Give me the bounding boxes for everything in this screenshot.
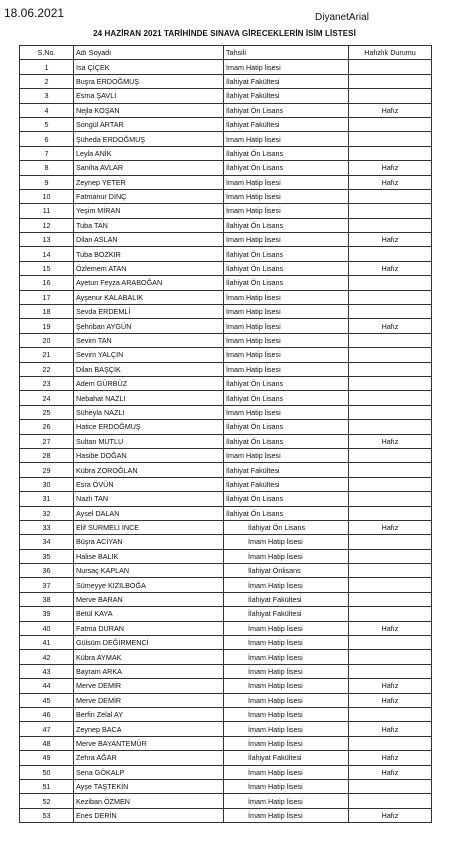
table-row [20, 751, 432, 765]
row-number: 1 [20, 60, 74, 74]
table-row [20, 679, 432, 693]
row-name: Sultan MUTLU [74, 434, 224, 448]
row-status: Hafız [349, 175, 432, 189]
row-number: 37 [20, 578, 74, 592]
row-status [349, 405, 432, 419]
row-name: Esra ÖVÜN [74, 477, 224, 491]
row-number: 6 [20, 132, 74, 146]
row-education: İlahiyat Ön Lisans [224, 276, 349, 290]
row-education: İmam Hatip lisesi [224, 204, 349, 218]
row-education: İmam Hatip lisesi [224, 578, 349, 592]
row-name: Sevda ERDEMLİ [74, 305, 224, 319]
row-status: Hafız [349, 722, 432, 736]
table-row [20, 520, 432, 534]
row-name: Nursaç KAPLAN [74, 564, 224, 578]
table-row [20, 506, 432, 520]
row-education: İlahiyat Fakültesi [224, 463, 349, 477]
row-name: Zeynep YETER [74, 175, 224, 189]
table-row [20, 736, 432, 750]
row-number: 14 [20, 247, 74, 261]
table-row [20, 146, 432, 160]
row-education: İlahiyat Fakültesi [224, 117, 349, 131]
row-name: Gülsüm DEĞİRMENCİ [74, 636, 224, 650]
row-name: Aysel DALAN [74, 506, 224, 520]
table-row [20, 103, 432, 117]
row-education: İmam Hatip lisesi [224, 132, 349, 146]
row-number: 33 [20, 520, 74, 534]
row-education: İmam Hatip lisesi [224, 290, 349, 304]
row-education: İmam Hatip lisesi [224, 636, 349, 650]
table-row [20, 161, 432, 175]
row-education: İmam Hatip lisesi [224, 319, 349, 333]
row-education: İlahiyat Ön Lisans [224, 434, 349, 448]
column-header-number: S.No. [20, 46, 74, 60]
row-name: Fatma DURAN [74, 621, 224, 635]
row-number: 40 [20, 621, 74, 635]
row-number: 4 [20, 103, 74, 117]
row-education: İlahiyat Ön Lisans [224, 103, 349, 117]
row-status [349, 89, 432, 103]
row-status [349, 276, 432, 290]
row-name: Leyla ANİK [74, 146, 224, 160]
table-row [20, 290, 432, 304]
table-row [20, 233, 432, 247]
row-status [349, 117, 432, 131]
row-status [349, 362, 432, 376]
row-status [349, 305, 432, 319]
row-education: İlahiyat Ön Lisans [224, 146, 349, 160]
row-name: Yeşim MİRAN [74, 204, 224, 218]
row-number: 15 [20, 261, 74, 275]
row-name: Enes DERİN [74, 808, 224, 822]
row-name: Sevim TAN [74, 333, 224, 347]
row-status [349, 492, 432, 506]
row-education: İmam Hatip lisesi [224, 736, 349, 750]
row-name: Hatice ERDOĞMUŞ [74, 420, 224, 434]
row-number: 22 [20, 362, 74, 376]
row-number: 26 [20, 420, 74, 434]
row-status [349, 707, 432, 721]
row-number: 41 [20, 636, 74, 650]
row-number: 17 [20, 290, 74, 304]
row-number: 16 [20, 276, 74, 290]
row-name: Bayram ARKA [74, 664, 224, 678]
table-row [20, 463, 432, 477]
table-row [20, 89, 432, 103]
row-status [349, 247, 432, 261]
row-education: İlahiyat Ön Lisans [224, 376, 349, 390]
row-number: 12 [20, 218, 74, 232]
column-header-education: Tahsili [224, 46, 349, 60]
row-education: İlahiyat Fakültesi [224, 751, 349, 765]
row-education: İmam Hatip lisesi [224, 664, 349, 678]
row-status: Hafız [349, 808, 432, 822]
row-status: Hafız [349, 520, 432, 534]
row-status [349, 636, 432, 650]
row-status [349, 420, 432, 434]
row-education: İlahiyat Ön Lisans [224, 218, 349, 232]
row-status [349, 348, 432, 362]
row-name: Dilan ASLAN [74, 233, 224, 247]
row-status [349, 578, 432, 592]
row-number: 46 [20, 707, 74, 721]
row-education: İlahiyat Ön Lisans [224, 520, 349, 534]
table-row [20, 247, 432, 261]
row-education: İmam Hatip lisesi [224, 448, 349, 462]
row-number: 27 [20, 434, 74, 448]
row-name: Berfin Zelal AY [74, 707, 224, 721]
row-name: Sümeyye KIZILBOĞA [74, 578, 224, 592]
table-row [20, 348, 432, 362]
row-status: Hafız [349, 103, 432, 117]
table-row [20, 607, 432, 621]
row-status: Hafız [349, 233, 432, 247]
row-status [349, 607, 432, 621]
row-status [349, 204, 432, 218]
table-row [20, 794, 432, 808]
row-name: Şehriban AYGÜN [74, 319, 224, 333]
row-number: 2 [20, 74, 74, 88]
row-education: İmam Hatip lisesi [224, 693, 349, 707]
row-status [349, 506, 432, 520]
row-name: Merve DEMİR [74, 679, 224, 693]
row-name: Tuba TAN [74, 218, 224, 232]
row-status [349, 592, 432, 606]
row-status [349, 132, 432, 146]
row-status [349, 218, 432, 232]
table-row [20, 650, 432, 664]
row-education: İlahiyat Ön Lisans [224, 247, 349, 261]
table-row [20, 578, 432, 592]
row-number: 48 [20, 736, 74, 750]
row-education: İmam Hatip lisesi [224, 794, 349, 808]
row-name: Büşra ACİYAN [74, 535, 224, 549]
table-row [20, 333, 432, 347]
row-number: 5 [20, 117, 74, 131]
row-name: Merve DEMİR [74, 693, 224, 707]
row-name: Elif SÜRMELİ İNCE [74, 520, 224, 534]
row-education: İlahiyat Fakültesi [224, 607, 349, 621]
row-name: Halise BALIK [74, 549, 224, 563]
row-number: 18 [20, 305, 74, 319]
column-header-status: Hafızlık Durumu [349, 46, 432, 60]
row-number: 28 [20, 448, 74, 462]
row-education: İlahiyat Fakültesi [224, 89, 349, 103]
row-status [349, 189, 432, 203]
row-status [349, 664, 432, 678]
row-name: İsa ÇİÇEK [74, 60, 224, 74]
table-row [20, 305, 432, 319]
row-number: 34 [20, 535, 74, 549]
row-education: İmam Hatip lisesi [224, 233, 349, 247]
row-status [349, 463, 432, 477]
row-number: 38 [20, 592, 74, 606]
table-row [20, 779, 432, 793]
row-number: 3 [20, 89, 74, 103]
row-name: Buşra ERDOĞMUŞ [74, 74, 224, 88]
row-name: Sevim YALÇIN [74, 348, 224, 362]
table-row [20, 362, 432, 376]
table-row [20, 74, 432, 88]
row-name: Zehra AĞAR [74, 751, 224, 765]
table-row [20, 319, 432, 333]
row-number: 52 [20, 794, 74, 808]
font-label: DiyanetArial [315, 12, 369, 23]
table-row [20, 492, 432, 506]
row-education: İmam Hatip lisesi [224, 362, 349, 376]
row-name: Ayetun Feyza ARABOĞAN [74, 276, 224, 290]
table-row [20, 376, 432, 390]
row-number: 30 [20, 477, 74, 491]
row-number: 42 [20, 650, 74, 664]
row-name: Tuba BOZKIR [74, 247, 224, 261]
row-name: Keziban ÖZMEN [74, 794, 224, 808]
row-education: İmam Hatip lisesi [224, 549, 349, 563]
row-number: 23 [20, 376, 74, 390]
row-status: Hafız [349, 319, 432, 333]
row-education: İlahiyat Ön Lisans [224, 391, 349, 405]
row-education: İmam Hatip lisesi [224, 621, 349, 635]
row-number: 7 [20, 146, 74, 160]
row-number: 47 [20, 722, 74, 736]
row-status: Hafız [349, 679, 432, 693]
table-row [20, 765, 432, 779]
document-date: 18.06.2021 [4, 6, 65, 20]
row-education: İmam Hatip lisesi [224, 405, 349, 419]
row-education: İlahiyat Ön Lisans [224, 261, 349, 275]
row-status [349, 333, 432, 347]
row-status: Hafız [349, 621, 432, 635]
table-row [20, 391, 432, 405]
row-number: 21 [20, 348, 74, 362]
row-status: Hafız [349, 161, 432, 175]
table-row [20, 261, 432, 275]
row-number: 20 [20, 333, 74, 347]
row-status [349, 477, 432, 491]
row-status [349, 60, 432, 74]
column-header-name: Adı Soyadı [74, 46, 224, 60]
row-name: Kübra ZOROĞLAN [74, 463, 224, 477]
row-name: Merve BAYANTEMÜR [74, 736, 224, 750]
row-number: 50 [20, 765, 74, 779]
row-status [349, 535, 432, 549]
row-name: Zeynep BACA [74, 722, 224, 736]
row-status [349, 448, 432, 462]
row-name: Hasibe DOĞAN [74, 448, 224, 462]
table-row [20, 60, 432, 74]
table-row [20, 664, 432, 678]
table-row [20, 204, 432, 218]
table-row [20, 448, 432, 462]
table-row [20, 276, 432, 290]
row-education: İlahiyat Ön Lisans [224, 420, 349, 434]
row-status: Hafız [349, 751, 432, 765]
row-education: İmam Hatip lisesi [224, 333, 349, 347]
row-education: İlahiyat Fakültesi [224, 74, 349, 88]
candidate-table [19, 45, 432, 823]
row-status [349, 146, 432, 160]
row-education: İmam Hatip lisesi [224, 765, 349, 779]
row-name: Betül KAYA [74, 607, 224, 621]
row-number: 53 [20, 808, 74, 822]
row-education: İmam Hatip lisesi [224, 679, 349, 693]
row-number: 25 [20, 405, 74, 419]
row-name: Merve BARAN [74, 592, 224, 606]
row-name: Fatmanur DİNÇ [74, 189, 224, 203]
table-row [20, 636, 432, 650]
table-row [20, 808, 432, 822]
row-status [349, 74, 432, 88]
row-name: Ayşenur KALABALIK [74, 290, 224, 304]
row-number: 35 [20, 549, 74, 563]
row-education: İmam Hatip lisesi [224, 60, 349, 74]
row-education: İlahiyat Önlisans [224, 564, 349, 578]
row-education: İmam Hatip lisesi [224, 808, 349, 822]
row-education: İmam Hatip lisesi [224, 779, 349, 793]
table-row [20, 405, 432, 419]
row-number: 11 [20, 204, 74, 218]
table-row [20, 175, 432, 189]
row-number: 31 [20, 492, 74, 506]
table-row [20, 707, 432, 721]
table-row [20, 434, 432, 448]
row-education: İmam Hatip lisesi [224, 189, 349, 203]
table-row [20, 564, 432, 578]
row-status [349, 794, 432, 808]
row-number: 45 [20, 693, 74, 707]
row-status [349, 736, 432, 750]
row-status [349, 290, 432, 304]
row-number: 43 [20, 664, 74, 678]
row-status [349, 376, 432, 390]
row-number: 29 [20, 463, 74, 477]
row-name: Saniha AVLAR [74, 161, 224, 175]
row-education: İlahiyat Ön Lisans [224, 161, 349, 175]
row-education: İlahiyat Ön Lisans [224, 506, 349, 520]
row-status [349, 650, 432, 664]
table-row [20, 693, 432, 707]
row-education: İmam Hatip lisesi [224, 175, 349, 189]
row-name: Süheyla NAZLI [74, 405, 224, 419]
row-number: 24 [20, 391, 74, 405]
table-row [20, 535, 432, 549]
row-education: İmam Hatip lisesi [224, 707, 349, 721]
row-status [349, 564, 432, 578]
table-row [20, 132, 432, 146]
row-education: İmam Hatip lisesi [224, 650, 349, 664]
row-name: Dilan BAŞÇİK [74, 362, 224, 376]
row-education: İmam Hatip lisesi [224, 535, 349, 549]
row-number: 9 [20, 175, 74, 189]
row-name: Sena GÖKALP [74, 765, 224, 779]
row-name: Ayşe TAŞTEKİN [74, 779, 224, 793]
row-number: 13 [20, 233, 74, 247]
table-row [20, 420, 432, 434]
row-status: Hafız [349, 261, 432, 275]
row-number: 8 [20, 161, 74, 175]
table-row [20, 477, 432, 491]
row-name: Adem GÜRBÜZ [74, 376, 224, 390]
table-row [20, 218, 432, 232]
row-education: İlahiyat Fakültesi [224, 592, 349, 606]
row-name: Özlemem ATAN [74, 261, 224, 275]
row-education: İlahiyat Fakültesi [224, 477, 349, 491]
row-name: Nebahat NAZLI [74, 391, 224, 405]
row-number: 39 [20, 607, 74, 621]
row-number: 32 [20, 506, 74, 520]
table-row [20, 189, 432, 203]
row-status [349, 779, 432, 793]
row-name: Nazlı TAN [74, 492, 224, 506]
table-row [20, 621, 432, 635]
row-education: İlahiyat Ön Lisans [224, 492, 349, 506]
document-title: 24 HAZİRAN 2021 TARİHİNDE SINAVA GİRECEKLERİN İSİM LİSTESİ [93, 29, 356, 38]
row-status [349, 391, 432, 405]
row-name: Esma ŞAVLI [74, 89, 224, 103]
row-status [349, 549, 432, 563]
row-number: 49 [20, 751, 74, 765]
row-name: Nejla KOŞAN [74, 103, 224, 117]
row-number: 51 [20, 779, 74, 793]
row-education: İmam Hatip lisesi [224, 348, 349, 362]
table-row [20, 722, 432, 736]
row-status: Hafız [349, 434, 432, 448]
table-row [20, 592, 432, 606]
row-education: İmam Hatip lisesi [224, 305, 349, 319]
row-name: Songül ARTAR [74, 117, 224, 131]
row-number: 44 [20, 679, 74, 693]
row-status: Hafız [349, 693, 432, 707]
row-name: Kübra AYMAK [74, 650, 224, 664]
row-name: Şüheda ERDOĞMUŞ [74, 132, 224, 146]
row-education: İmam Hatip lisesi [224, 722, 349, 736]
row-status: Hafız [349, 765, 432, 779]
row-number: 10 [20, 189, 74, 203]
row-number: 36 [20, 564, 74, 578]
row-number: 19 [20, 319, 74, 333]
table-row [20, 117, 432, 131]
table-row [20, 549, 432, 563]
table-header-row [20, 46, 432, 60]
